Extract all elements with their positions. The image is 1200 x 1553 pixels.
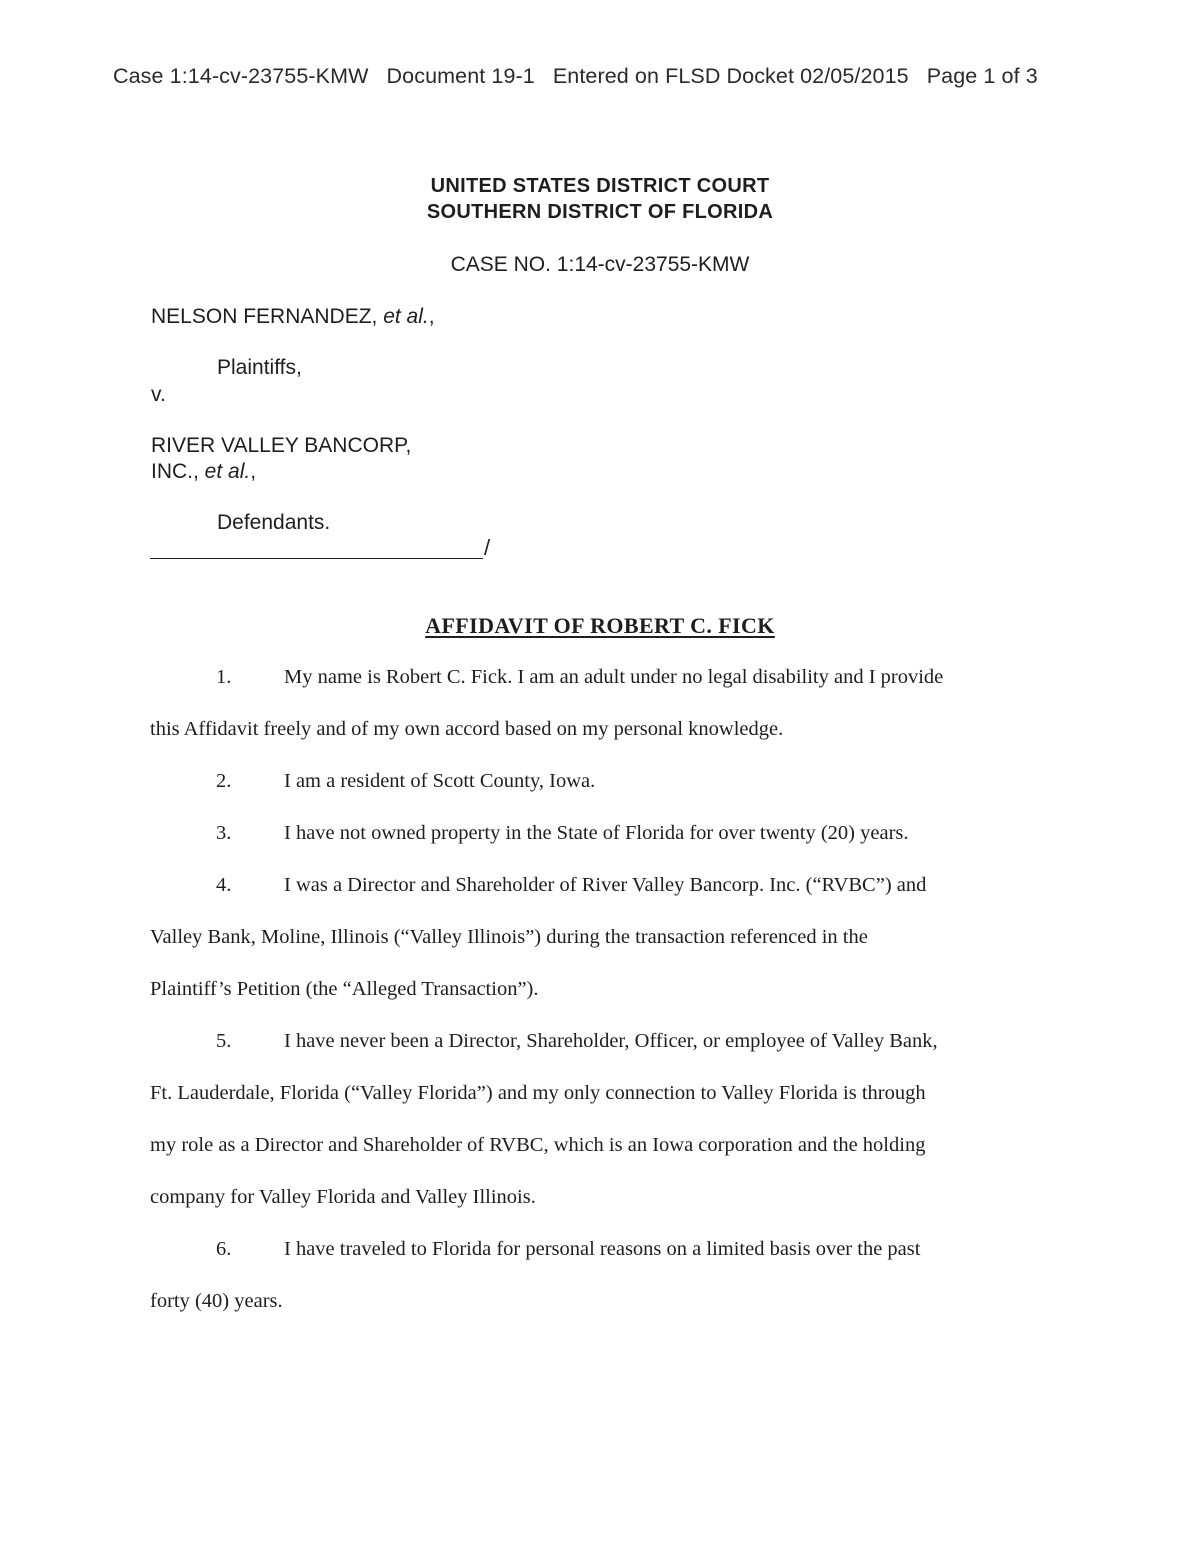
defendant-name-line2 [151, 460, 256, 484]
paragraph-number: 2. [216, 770, 232, 792]
paragraph-number: 1. [216, 666, 232, 688]
docket-header [113, 64, 1093, 89]
plaintiff-comma: , [428, 305, 435, 328]
paragraph-5-line-1: I have never been a Director, Shareholder, Officer, or employee of Valley Bank, [284, 1030, 938, 1052]
paragraph-1-line-1: My name is Robert C. Fick. I am an adult under no legal disability and I provide [284, 666, 944, 688]
paragraph-4-line-3: Plaintiff’s Petition (the “Alleged Transaction”). [150, 978, 539, 1000]
plaintiff-name-text: NELSON FERNANDEZ, [151, 305, 384, 328]
plaintiffs-label: Plaintiffs, [217, 356, 302, 379]
paragraph-3-line-1: I have not owned property in the State of Florida for over twenty (20) years. [284, 822, 909, 844]
paragraph-1-line-2: this Affidavit freely and of my own accord based on my personal knowledge. [150, 718, 784, 740]
paragraph-5-line-3: my role as a Director and Shareholder of RVBC, which is an Iowa corporation and the holding [150, 1134, 926, 1156]
paragraph-5-line-2: Ft. Lauderdale, Florida (“Valley Florida”) and my only connection to Valley Florida is through [150, 1082, 926, 1104]
case-number: CASE NO. 1:14-cv-23755-KMW [450, 253, 750, 276]
header-document-number: Document 19-1 [386, 64, 535, 88]
affidavit-title: AFFIDAVIT OF ROBERT C. FICK [425, 613, 775, 638]
defendant-name-line2-text: INC., [151, 460, 205, 483]
caption-slash: / [484, 535, 491, 560]
court-name-line1: UNITED STATES DISTRICT COURT [430, 175, 770, 197]
court-name-line2: SOUTHERN DISTRICT OF FLORIDA [426, 201, 774, 223]
paragraph-6-line-1: I have traveled to Florida for personal reasons on a limited basis over the past [284, 1238, 921, 1260]
plaintiff-name [151, 305, 435, 329]
paragraph-6-line-2: forty (40) years. [150, 1290, 283, 1312]
caption-signature-line [150, 558, 483, 559]
defendant-comma: , [250, 460, 257, 483]
versus: v. [151, 383, 166, 406]
header-case-number: Case 1:14-cv-23755-KMW [113, 64, 369, 88]
header-page-number: Page 1 of 3 [926, 64, 1038, 88]
paragraph-number: 5. [216, 1030, 232, 1052]
paragraph-number: 3. [216, 822, 232, 844]
plaintiff-et-al: et al. [383, 305, 429, 328]
defendants-label: Defendants. [217, 511, 331, 534]
defendant-et-al: et al. [204, 460, 251, 483]
paragraph-number: 6. [216, 1238, 232, 1260]
paragraph-number: 4. [216, 874, 232, 896]
paragraph-4-line-2: Valley Bank, Moline, Illinois (“Valley Illinois”) during the transaction referenced in the [150, 926, 868, 948]
paragraph-2-line-1: I am a resident of Scott County, Iowa. [284, 770, 596, 792]
header-entered-date: Entered on FLSD Docket 02/05/2015 [552, 64, 909, 88]
paragraph-4-line-1: I was a Director and Shareholder of River Valley Bancorp. Inc. (“RVBC”) and [284, 874, 927, 896]
defendant-name-line1: RIVER VALLEY BANCORP, [151, 434, 412, 457]
paragraph-5-line-4: company for Valley Florida and Valley Illinois. [150, 1186, 536, 1208]
